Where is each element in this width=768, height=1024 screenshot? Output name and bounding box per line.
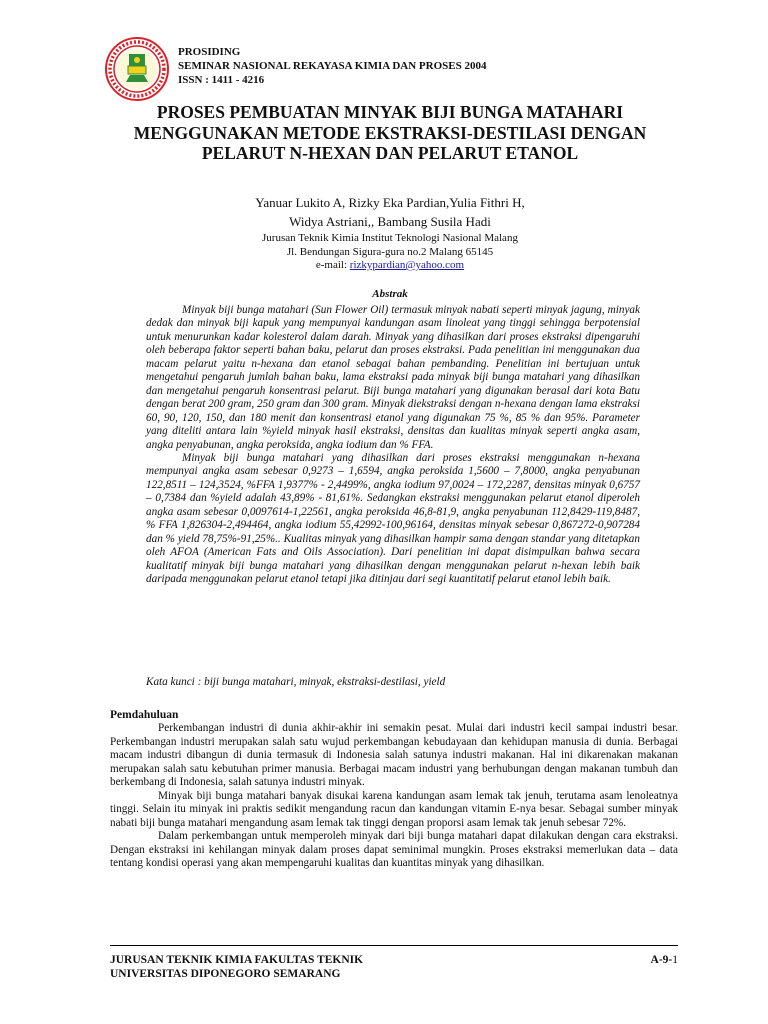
proceedings-header — [104, 36, 664, 96]
address: Jl. Bendungan Sigura-gura no.2 Malang 65145 — [286, 245, 494, 258]
page-footer — [110, 953, 678, 981]
title-line: MENGGUNAKAN METODE EKSTRAKSI-DESTILASI DENGAN — [133, 122, 647, 143]
header-text — [178, 45, 486, 87]
intro-body — [110, 722, 678, 871]
authors-line: Widya Astriani,, Bambang Susila Hadi — [289, 214, 491, 229]
footer-university: UNIVERSITAS DIPONEGORO SEMARANG — [110, 968, 341, 980]
email-label: e-mail: — [315, 259, 350, 271]
body-paragraph: Perkembangan industri di dunia akhir-akhir ini semakin pesat. Mulai dari industri kecil sampai industri besar. Perkembangan industri merupakan salah satu wujud perkembangan kebudayaan dan kehidupan manusia di dunia. Berbagai macam industri dibangun di dunia termasuk di Indonesia salah satunya industri makanan. Hal ini dikarenakan makanan merupakan salah satu kebutuhan primer manusia. Berbagai macam industri yang berhubungan dengan makanan tumbuh dan berkembang di Indonesia, salah satunya industri minyak. — [110, 722, 678, 789]
section-heading: Pemdahuluan — [110, 709, 179, 721]
page-prefix: A-9- — [650, 954, 673, 966]
title-line: PROSES PEMBUATAN MINYAK BIJI BUNGA MATAHARI — [156, 102, 624, 122]
abstract-heading: Abstrak — [372, 288, 408, 300]
abstract-paragraph: Minyak biji bunga matahari (Sun Flower Oil) termasuk minyak nabati seperti minyak jagung, minyak dedak dan minyak biji kapuk yang mempunyai kandungan asam linoleat yang tinggi sehingga berpotensial untuk menurunkan kadar kolesterol dalam darah. Minyak yang dihasilkan dari proses ekstraksi dipengaruhi oleh beberapa faktor seperti bahan baku, pelarut dan proses ekstraksi. Pada penelitian ini menggunakan dua macam pelarut yaitu n-hexana dan etanol sebagai bahan pembanding. Penelitian ini bertujuan untuk mengetahui pengaruh jumlah bahan baku, lama ekstraksi pada minyak biji bunga matahari yang dihasilkan dan mengetahui pengaruh konsentrasi pelarut. Biji bunga matahari yang digunakan berasal dari kota Batu dengan berat 200 gram, 250 gram dan 300 gram. Minyak diekstraksi dengan n-hexana dengan lama ekstraksi 60, 90, 120, 150, dan 180 menit dan konsentrasi etanol yang digunakan 75 %, 85 % dan 95%. Parameter yang diteliti antara lain %yield minyak hasil ekstraksi, densitas dan kualitas minyak seperti angka asam, angka penyabunan, angka peroksida, angka iodium dan % FFA. — [146, 304, 640, 451]
paper-title — [100, 102, 680, 164]
university-seal-icon — [104, 36, 170, 102]
abstract-paragraph: Minyak biji bunga matahari yang dihasilkan dari proses ekstraksi menggunakan n-hexana mempunyai angka asam sebesar 0,9273 – 1,6594, angka peroksida 1,5600 – 7,8000, angka penyabunan 122,8511 – 124,3524, %FFA 1,9377% - 2,4499%, angka iodium 97,0024 – 172,2287, densitas minyak 0,6757 – 0,7384 dan %yield adalah 43,89% - 81,61%. Sedangkan ekstraksi menggunakan pelarut etanol diperoleh angka asam sebesar 0,0097614-1,22561, angka peroksida 46,8-81,9, angka penyabunan 112,8429-119,8487, % FFA 1,826304-2,494464, angka iodium 55,42992-100,96164, densitas minyak sebesar 0,867272-0,907284 dan % yield 78,75%-91,25%.. Kualitas minyak yang dihasilkan hampir sama dengan standar yang ditetapkan oleh AFOA (American Fats and Oils Association). Dari penelitian ini dapat disimpulkan bahwa secara kualitatif minyak biji bunga matahari yang dihasilkan dengan menggunakan pelarut n-hexan lebih baik daripada menggunakan pelarut etanol tetapi jika ditinjau dari segi kuantitatif pelarut etanol lebih baik. — [146, 451, 640, 586]
page-num: 1 — [672, 954, 678, 966]
footer-divider — [110, 945, 678, 946]
abstract-body — [146, 304, 640, 587]
keywords: Kata kunci : biji bunga matahari, minyak, ekstraksi-destilasi, yield — [146, 676, 446, 688]
institution: Jurusan Teknik Kimia Institut Teknologi Nasional Malang — [262, 232, 518, 244]
page-number — [651, 953, 678, 967]
author-list — [140, 193, 640, 231]
email-line — [140, 259, 640, 273]
body-paragraph: Minyak biji bunga matahari banyak disukai karena kandungan asam lemak tak jenuh, terutama asam lenoleatnya tinggi. Selain itu minyak ini praktis sedikit mengandung racun dan kandungan vitamin E-nya besar. Sebagai sumber minyak nabati biji bunga matahari mengandung asam lemak tak tinggi dengan proporsi asam lemak tak jenuh sebesar 72%. — [110, 789, 678, 829]
authors-line: Yanuar Lukito A, Rizky Eka Pardian,Yulia Fithri H, — [255, 195, 525, 210]
body-paragraph: Dalam perkembangan untuk memperoleh minyak dari biji bunga matahari dapat dilakukan dengan cara ekstraksi. Dengan ekstraksi ini kehilangan minyak dalam proses dapat seminimal mungkin. Proses ekstraksi memerlukan data – data tentang kondisi operasi yang akan mempengaruhi kualitas dan kuantitas minyak yang dihasilkan. — [110, 830, 678, 870]
email-link[interactable]: rizkypardian@yahoo.com — [349, 259, 465, 271]
issn: ISSN : 1411 - 4216 — [178, 74, 265, 86]
affiliation — [140, 232, 640, 273]
seminar-name: SEMINAR NASIONAL REKAYASA KIMIA DAN PROSES 2004 — [178, 60, 487, 72]
title-line: PELARUT N-HEXAN DAN PELARUT ETANOL — [201, 143, 579, 163]
footer-department: JURUSAN TEKNIK KIMIA FAKULTAS TEKNIK — [110, 954, 364, 966]
proceedings-label: PROSIDING — [178, 46, 241, 58]
